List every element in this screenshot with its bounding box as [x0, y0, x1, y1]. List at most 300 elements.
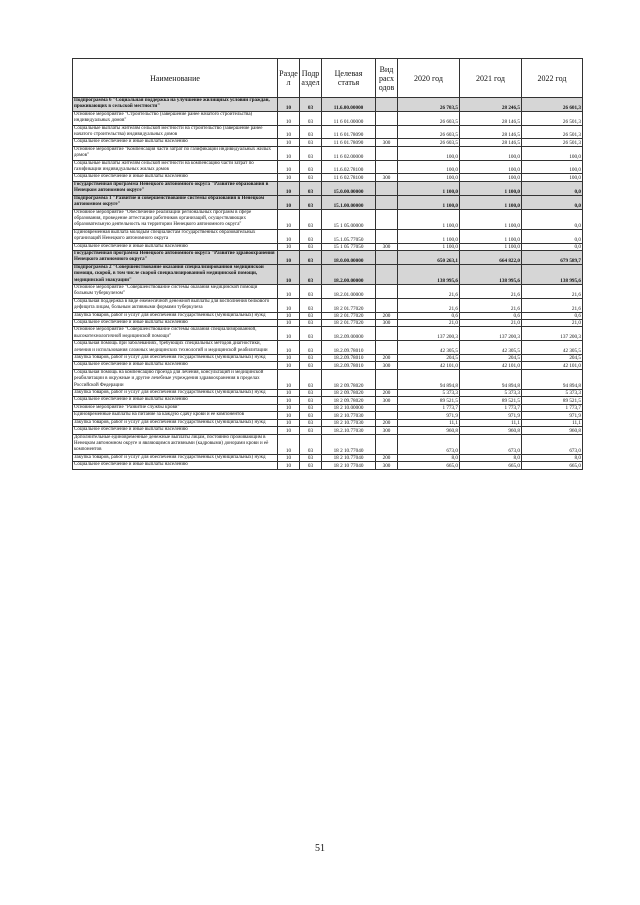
cell-section: 10 [278, 174, 300, 181]
cell-2020: 1 100,0 [398, 243, 460, 250]
cell-2021: 42 305,5 [460, 341, 522, 355]
cell-expense-type: 300 [376, 243, 398, 250]
table-row [73, 341, 583, 355]
cell-target-article: 15 1 05.00000 [322, 209, 376, 229]
cell-2021: 665,0 [460, 462, 522, 469]
cell-2020: 1 100,0 [398, 229, 460, 243]
cell-section: 10 [278, 250, 300, 264]
cell-2020: 960,8 [398, 427, 460, 434]
cell-name: Основное мероприятие "Развитие службы крови" [73, 404, 278, 411]
header-year-2022: 2022 год [522, 59, 583, 98]
cell-2021: 89 521,5 [460, 397, 522, 404]
cell-target-article: 11.6.02.78100 [322, 160, 376, 174]
cell-2020: 21,0 [398, 320, 460, 327]
cell-section: 10 [278, 125, 300, 139]
cell-2021: 21,0 [460, 320, 522, 327]
cell-section: 10 [278, 181, 300, 195]
cell-2022: 971,9 [522, 412, 583, 419]
cell-expense-type [376, 125, 398, 139]
cell-name: Социальная помощь при заболеваниях, требующих специальных методов диагностики, лечения и использования сложных медицинских технологий и медицинской реабилитации [73, 341, 278, 355]
cell-section: 10 [278, 341, 300, 355]
table-row [73, 312, 583, 319]
cell-subsection: 03 [300, 434, 322, 454]
cell-2021: 28 246,5 [460, 98, 522, 112]
cell-2020: 204,5 [398, 355, 460, 362]
cell-2020: 100,0 [398, 146, 460, 160]
budget-table [72, 58, 583, 470]
cell-2020: 5 373,3 [398, 390, 460, 397]
cell-name: Основное мероприятие "Совершенствование системы оказания медицинской помощи больным туберкулезом" [73, 284, 278, 298]
cell-target-article: 15.0.00.00000 [322, 181, 376, 195]
cell-name: Подпрограмма 1 "Развитие и совершенствование системы образования в Ненецком автономном округе" [73, 195, 278, 209]
cell-expense-type [376, 195, 398, 209]
cell-2020: 1 100,0 [398, 195, 460, 209]
cell-2021: 1 773,7 [460, 404, 522, 411]
cell-expense-type [376, 369, 398, 389]
cell-name: Закупка товаров, работ и услуг для обеспечения государственных (муниципальных) нужд [73, 454, 278, 461]
cell-2022: 42 305,5 [522, 341, 583, 355]
cell-name: Подпрограмма 6 "Социальная поддержка на улучшение жилищных условий граждан, проживающих в сельской местности" [73, 98, 278, 112]
cell-expense-type [376, 229, 398, 243]
cell-section: 10 [278, 98, 300, 112]
cell-expense-type: 200 [376, 390, 398, 397]
cell-section: 10 [278, 404, 300, 411]
cell-target-article: 18.2.09.78010 [322, 355, 376, 362]
cell-2021: 1 100,0 [460, 181, 522, 195]
cell-2020: 8,0 [398, 454, 460, 461]
cell-section: 10 [278, 397, 300, 404]
cell-target-article: 18.2.09.00000 [322, 327, 376, 341]
cell-2021: 5 373,3 [460, 390, 522, 397]
cell-target-article: 18 2 09.78020 [322, 369, 376, 389]
cell-subsection: 03 [300, 369, 322, 389]
cell-2022: 1 773,7 [522, 404, 583, 411]
cell-target-article: 18.2.09.78010 [322, 362, 376, 369]
cell-target-article: 15 1 05 77050 [322, 243, 376, 250]
cell-section: 10 [278, 419, 300, 426]
cell-2022: 960,8 [522, 427, 583, 434]
cell-target-article: 18 2 10.77040 [322, 454, 376, 461]
cell-2021: 204,5 [460, 355, 522, 362]
cell-name: Закупка товаров, работ и услуг для обеспечения государственных (муниципальных) нужд [73, 390, 278, 397]
cell-target-article: 11.6.00.00000 [322, 98, 376, 112]
cell-section: 10 [278, 160, 300, 174]
cell-target-article: 15.1.00.00000 [322, 195, 376, 209]
cell-name: Социальное обеспечение и иные выплаты населению [73, 427, 278, 434]
cell-2021: 11,1 [460, 419, 522, 426]
cell-2022: 5 373,3 [522, 390, 583, 397]
cell-target-article: 18.0.00.00000 [322, 250, 376, 264]
cell-2020: 100,0 [398, 160, 460, 174]
table-row [73, 111, 583, 125]
table-row [73, 174, 583, 181]
cell-target-article: 18 2 10.77030 [322, 419, 376, 426]
cell-name: Основное мероприятие "Строительство (завершение ранее начатого строительства) индивидуальных домов" [73, 111, 278, 125]
cell-name: Социальные выплаты жителям сельской местности на строительство (завершение ранее начатого строительства) индивидуальных домов [73, 125, 278, 139]
table-row [73, 355, 583, 362]
table-row [73, 139, 583, 146]
cell-subsection: 03 [300, 125, 322, 139]
cell-subsection: 03 [300, 454, 322, 461]
cell-section: 10 [278, 111, 300, 125]
cell-name: Государственная программа Ненецкого автономного округа "Развитие здравоохранения Ненецкого автономного округа" [73, 250, 278, 264]
cell-expense-type: 300 [376, 139, 398, 146]
cell-subsection: 03 [300, 250, 322, 264]
cell-subsection: 03 [300, 298, 322, 312]
header-section: Разде л [278, 59, 300, 98]
cell-target-article: 18 2 10 77040 [322, 462, 376, 469]
table-body [73, 98, 583, 470]
cell-2021: 21,6 [460, 284, 522, 298]
cell-name: Социальная помощь на компенсацию проезда для лечения, консультаций и медицинской реабилитации в окружные и другие лечебные учреждения здравоохранения в пределах Российской Федерации [73, 369, 278, 389]
cell-2021: 21,6 [460, 298, 522, 312]
table-row [73, 98, 583, 112]
cell-expense-type [376, 341, 398, 355]
cell-section: 10 [278, 209, 300, 229]
cell-2022: 100,0 [522, 160, 583, 174]
cell-2022: 679 589,7 [522, 250, 583, 264]
cell-target-article: 11 6 01.78090 [322, 139, 376, 146]
cell-section: 10 [278, 412, 300, 419]
cell-2020: 26 603,5 [398, 125, 460, 139]
cell-expense-type [376, 160, 398, 174]
cell-expense-type [376, 209, 398, 229]
cell-2021: 28 146,5 [460, 125, 522, 139]
cell-2020: 1 773,7 [398, 404, 460, 411]
cell-2020: 971,9 [398, 412, 460, 419]
cell-target-article: 18.2.00.00000 [322, 264, 376, 284]
cell-subsection: 03 [300, 397, 322, 404]
cell-2020: 100,0 [398, 174, 460, 181]
cell-expense-type [376, 327, 398, 341]
cell-subsection: 03 [300, 98, 322, 112]
cell-name: Единовременная выплата молодым специалистам государственных образовательных организаций Ненецкого автономного округа [73, 229, 278, 243]
cell-2022: 0,6 [522, 312, 583, 319]
cell-section: 10 [278, 195, 300, 209]
cell-name: Социальная поддержка в виде ежемесячной денежной выплаты для восполнения белкового дефицита лицам, больным активными формами туберкулеза [73, 298, 278, 312]
header-expense-type: Вид расх одов [376, 59, 398, 98]
cell-section: 10 [278, 298, 300, 312]
cell-section: 10 [278, 369, 300, 389]
cell-expense-type [376, 111, 398, 125]
cell-subsection: 03 [300, 111, 322, 125]
table-row [73, 250, 583, 264]
cell-subsection: 03 [300, 390, 322, 397]
cell-target-article: 11 6 01.78090 [322, 125, 376, 139]
cell-subsection: 03 [300, 341, 322, 355]
cell-subsection: 03 [300, 284, 322, 298]
header-year-2021: 2021 год [460, 59, 522, 98]
cell-subsection: 03 [300, 312, 322, 319]
cell-2021: 1 100,0 [460, 243, 522, 250]
cell-2021: 8,0 [460, 454, 522, 461]
cell-subsection: 03 [300, 427, 322, 434]
cell-2021: 673,0 [460, 434, 522, 454]
cell-2020: 665,0 [398, 462, 460, 469]
cell-expense-type [376, 98, 398, 112]
cell-section: 10 [278, 355, 300, 362]
cell-section: 10 [278, 390, 300, 397]
cell-expense-type [376, 412, 398, 419]
cell-subsection: 03 [300, 404, 322, 411]
cell-2022: 94 894,8 [522, 369, 583, 389]
table-row [73, 125, 583, 139]
table-row [73, 390, 583, 397]
table-row [73, 427, 583, 434]
table-row [73, 412, 583, 419]
cell-name: Дополнительные единовременные денежные выплаты лицам, постоянно проживающим в Ненецком автономном округе и являющимся активными (кадровыми) донорами крови и её компонентов [73, 434, 278, 454]
cell-expense-type: 300 [376, 462, 398, 469]
table-row [73, 404, 583, 411]
cell-2022: 100,0 [522, 174, 583, 181]
cell-target-article: 18 2 01.77020 [322, 298, 376, 312]
cell-name: Социальное обеспечение и иные выплаты населению [73, 462, 278, 469]
cell-subsection: 03 [300, 412, 322, 419]
cell-2022: 21,0 [522, 320, 583, 327]
cell-section: 10 [278, 229, 300, 243]
cell-subsection: 03 [300, 139, 322, 146]
cell-name: Социальное обеспечение и иные выплаты населению [73, 362, 278, 369]
cell-2021: 100,0 [460, 146, 522, 160]
cell-target-article: 18 2 10.00000 [322, 404, 376, 411]
cell-section: 10 [278, 139, 300, 146]
cell-2020: 1 100,0 [398, 209, 460, 229]
cell-target-article: 15.1.05.77050 [322, 229, 376, 243]
cell-name: Подпрограмма 2 "Совершенствование оказания специализированной медицинской помощи, скорой, в том числе скорой специализированной медицинской помощи, медицинской эвакуации" [73, 264, 278, 284]
cell-name: Социальное обеспечение и иные выплаты населению [73, 174, 278, 181]
cell-expense-type [376, 404, 398, 411]
cell-target-article: 18 2 01.77020 [322, 312, 376, 319]
cell-name: Социальное обеспечение и иные выплаты населению [73, 320, 278, 327]
table-row [73, 362, 583, 369]
cell-target-article: 18.2.01.00000 [322, 284, 376, 298]
cell-2020: 0,6 [398, 312, 460, 319]
table-row [73, 434, 583, 454]
cell-2022: 42 101,0 [522, 362, 583, 369]
table-row [73, 264, 583, 284]
table-row [73, 209, 583, 229]
cell-expense-type: 200 [376, 419, 398, 426]
cell-2021: 137 200,3 [460, 327, 522, 341]
cell-target-article: 18 2 10.77030 [322, 412, 376, 419]
cell-target-article: 11 6 02.00000 [322, 146, 376, 160]
cell-2020: 89 521,5 [398, 397, 460, 404]
cell-expense-type [376, 264, 398, 284]
cell-name: Закупка товаров, работ и услуг для обеспечения государственных (муниципальных) нужд [73, 355, 278, 362]
cell-section: 10 [278, 462, 300, 469]
cell-subsection: 03 [300, 362, 322, 369]
cell-2021: 28 146,5 [460, 139, 522, 146]
cell-section: 10 [278, 320, 300, 327]
cell-2022: 0,0 [522, 195, 583, 209]
cell-expense-type: 300 [376, 174, 398, 181]
cell-expense-type [376, 434, 398, 454]
cell-2022: 138 995,6 [522, 264, 583, 284]
cell-name: Социальное обеспечение и иные выплаты населению [73, 243, 278, 250]
page-number: 51 [315, 843, 325, 854]
cell-expense-type: 300 [376, 427, 398, 434]
cell-target-article: 18.2.10.77030 [322, 427, 376, 434]
cell-2021: 138 995,6 [460, 264, 522, 284]
cell-target-article: 18 2 09.78020 [322, 390, 376, 397]
table-row [73, 243, 583, 250]
cell-subsection: 03 [300, 355, 322, 362]
cell-name: Основное мероприятие "Компенсация части затрат по газификации индивидуальных жилых домов" [73, 146, 278, 160]
cell-2022: 26 501,3 [522, 139, 583, 146]
cell-subsection: 03 [300, 209, 322, 229]
cell-2021: 1 100,0 [460, 195, 522, 209]
cell-2022: 26 601,3 [522, 98, 583, 112]
cell-expense-type: 200 [376, 454, 398, 461]
cell-section: 10 [278, 327, 300, 341]
cell-section: 10 [278, 312, 300, 319]
cell-expense-type: 300 [376, 397, 398, 404]
cell-2020: 21,6 [398, 284, 460, 298]
table-row [73, 320, 583, 327]
cell-name: Закупка товаров, работ и услуг для обеспечения государственных (муниципальных) нужд [73, 419, 278, 426]
cell-subsection: 03 [300, 264, 322, 284]
cell-target-article: 18.2.09.78010 [322, 341, 376, 355]
table-row [73, 462, 583, 469]
cell-subsection: 03 [300, 229, 322, 243]
cell-section: 10 [278, 454, 300, 461]
cell-2020: 42 305,5 [398, 341, 460, 355]
cell-2021: 960,8 [460, 427, 522, 434]
cell-2022: 21,6 [522, 284, 583, 298]
cell-2021: 94 894,8 [460, 369, 522, 389]
cell-subsection: 03 [300, 243, 322, 250]
table-row [73, 419, 583, 426]
cell-2020: 138 995,6 [398, 264, 460, 284]
cell-2022: 204,5 [522, 355, 583, 362]
cell-target-article: 11 6 02.78100 [322, 174, 376, 181]
table-row [73, 284, 583, 298]
cell-2022: 26 501,3 [522, 125, 583, 139]
cell-expense-type [376, 181, 398, 195]
cell-2020: 26 603,5 [398, 139, 460, 146]
cell-expense-type: 300 [376, 362, 398, 369]
cell-2022: 137 200,3 [522, 327, 583, 341]
table-row [73, 298, 583, 312]
cell-expense-type: 200 [376, 312, 398, 319]
cell-expense-type: 300 [376, 320, 398, 327]
cell-subsection: 03 [300, 174, 322, 181]
cell-subsection: 03 [300, 462, 322, 469]
cell-2020: 94 894,8 [398, 369, 460, 389]
cell-section: 10 [278, 434, 300, 454]
cell-2021: 28 146,5 [460, 111, 522, 125]
cell-2022: 0,0 [522, 181, 583, 195]
cell-section: 10 [278, 362, 300, 369]
cell-2020: 26 703,5 [398, 98, 460, 112]
cell-2020: 673,0 [398, 434, 460, 454]
cell-expense-type [376, 146, 398, 160]
cell-target-article: 18 2 01.77020 [322, 320, 376, 327]
cell-2021: 100,0 [460, 174, 522, 181]
cell-target-article: 11 6 01.00000 [322, 111, 376, 125]
cell-2022: 8,0 [522, 454, 583, 461]
header-target-article: Целевая статья [322, 59, 376, 98]
table-row [73, 369, 583, 389]
cell-2020: 42 101,0 [398, 362, 460, 369]
cell-expense-type: 200 [376, 355, 398, 362]
cell-name: Социальное обеспечение и иные выплаты населению [73, 139, 278, 146]
cell-subsection: 03 [300, 146, 322, 160]
cell-target-article: 18 2 09.78020 [322, 397, 376, 404]
cell-section: 10 [278, 427, 300, 434]
cell-2020: 26 603,5 [398, 111, 460, 125]
cell-name: Основное мероприятие "Совершенствование системы оказания специализированной, высокотехнологичной медицинской помощи" [73, 327, 278, 341]
cell-target-article: 18 2 10.77040 [322, 434, 376, 454]
cell-subsection: 03 [300, 195, 322, 209]
cell-2022: 0,0 [522, 243, 583, 250]
cell-section: 10 [278, 264, 300, 284]
cell-2021: 1 100,0 [460, 229, 522, 243]
cell-2021: 1 100,0 [460, 209, 522, 229]
cell-2020: 650 263,1 [398, 250, 460, 264]
cell-subsection: 03 [300, 160, 322, 174]
cell-2022: 0,0 [522, 209, 583, 229]
cell-subsection: 03 [300, 419, 322, 426]
table-row [73, 327, 583, 341]
cell-expense-type [376, 298, 398, 312]
cell-2022: 11,1 [522, 419, 583, 426]
cell-2021: 664 822,0 [460, 250, 522, 264]
cell-name: Социальное обеспечение и иные выплаты населению [73, 397, 278, 404]
header-year-2020: 2020 год [398, 59, 460, 98]
table-row [73, 229, 583, 243]
cell-2022: 673,0 [522, 434, 583, 454]
cell-name: Единовременные выплаты на питание за каждую сдачу крови и её компонентов [73, 412, 278, 419]
table-row [73, 181, 583, 195]
cell-subsection: 03 [300, 181, 322, 195]
header-subsection: Подр аздел [300, 59, 322, 98]
cell-name: Государственная программа Ненецкого автономного округа "Развитие образования в Ненецком автономном округе" [73, 181, 278, 195]
cell-2022: 0,0 [522, 229, 583, 243]
cell-section: 10 [278, 146, 300, 160]
table-row [73, 160, 583, 174]
cell-2021: 971,9 [460, 412, 522, 419]
cell-section: 10 [278, 284, 300, 298]
header-name: Наименование [73, 59, 278, 98]
cell-2020: 11,1 [398, 419, 460, 426]
cell-subsection: 03 [300, 327, 322, 341]
cell-2021: 0,6 [460, 312, 522, 319]
cell-name: Закупка товаров, работ и услуг для обеспечения государственных (муниципальных) нужд [73, 312, 278, 319]
cell-name: Социальные выплаты жителям сельской местности на компенсацию части затрат по газификации индивидуальных жилых домов [73, 160, 278, 174]
cell-name: Основное мероприятие "Обеспечение реализации региональных программ в сфере образования, проведение аттестации работников организаций, осуществляющих образовательную деятельность на территории Ненецкого автономного округа" [73, 209, 278, 229]
cell-2022: 89 521,5 [522, 397, 583, 404]
table-row [73, 146, 583, 160]
table-header [73, 59, 583, 98]
cell-2021: 100,0 [460, 160, 522, 174]
cell-2021: 42 101,0 [460, 362, 522, 369]
cell-expense-type [376, 250, 398, 264]
cell-section: 10 [278, 243, 300, 250]
cell-2020: 1 100,0 [398, 181, 460, 195]
cell-2022: 26 501,3 [522, 111, 583, 125]
cell-2020: 137 200,3 [398, 327, 460, 341]
cell-2022: 100,0 [522, 146, 583, 160]
cell-expense-type [376, 284, 398, 298]
table-row [73, 454, 583, 461]
cell-2022: 665,0 [522, 462, 583, 469]
cell-subsection: 03 [300, 320, 322, 327]
table-row [73, 397, 583, 404]
table-row [73, 195, 583, 209]
cell-2020: 21,6 [398, 298, 460, 312]
cell-2022: 21,6 [522, 298, 583, 312]
